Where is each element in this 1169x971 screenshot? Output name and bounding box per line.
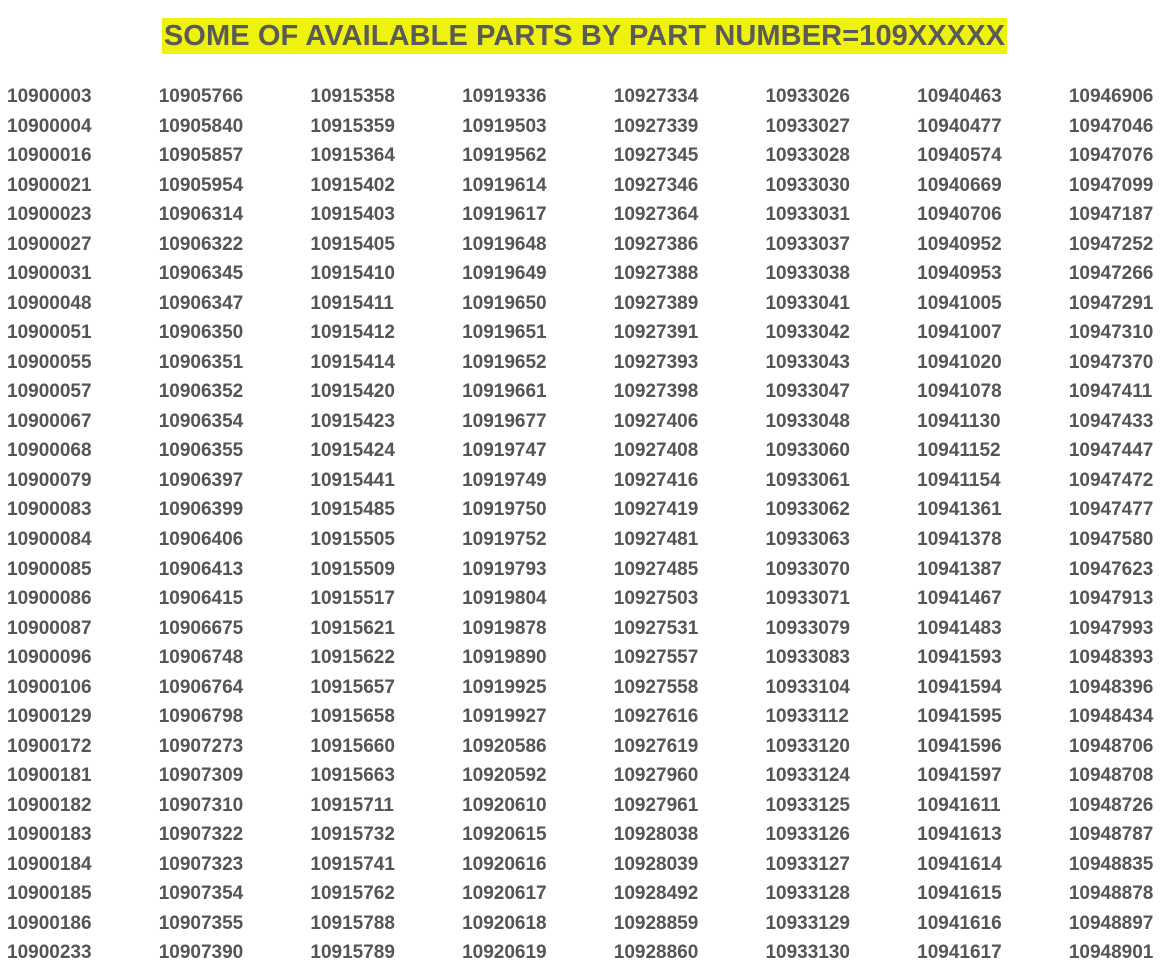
part-number: 10948901 [1068, 942, 1154, 964]
part-number: 10947310 [1068, 322, 1154, 344]
part-number: 10941130 [917, 410, 1001, 432]
part-number: 10933041 [765, 292, 850, 314]
part-number: 10927388 [613, 263, 699, 285]
part-number: 10927481 [613, 528, 699, 550]
part-number: 10933128 [765, 883, 850, 905]
part-number: 10906351 [158, 351, 244, 373]
parts-column [310, 85, 462, 971]
part-number: 10900004 [7, 115, 92, 137]
part-number: 10948787 [1068, 824, 1154, 846]
part-number: 10900086 [7, 588, 92, 610]
part-number: 10900096 [7, 647, 92, 669]
part-number: 10933127 [765, 853, 850, 875]
part-number: 10915441 [310, 469, 395, 491]
part-number: 10900021 [7, 174, 92, 196]
part-number: 10919677 [462, 410, 547, 432]
part-number: 10915509 [310, 558, 395, 580]
part-number: 10907322 [158, 824, 244, 846]
part-number: 10928859 [613, 912, 699, 934]
part-number: 10947252 [1068, 233, 1154, 255]
part-number: 10941594 [917, 676, 1002, 698]
part-number: 10941361 [917, 499, 1002, 521]
part-number: 10947099 [1068, 174, 1154, 196]
part-number: 10927334 [613, 86, 699, 107]
part-number: 10920618 [462, 912, 547, 934]
part-number: 10927406 [613, 410, 699, 432]
part-number: 10933112 [765, 706, 849, 728]
part-number: 10900003 [7, 86, 92, 107]
part-number: 10947623 [1068, 558, 1154, 580]
part-number: 10900079 [7, 469, 92, 491]
part-number: 10915403 [310, 204, 395, 226]
part-number: 10915420 [310, 381, 395, 403]
part-number: 10919651 [462, 322, 547, 344]
part-number: 10900027 [7, 233, 92, 255]
part-number: 10900084 [7, 528, 92, 550]
part-number: 10920615 [462, 824, 547, 846]
part-number: 10915424 [310, 440, 395, 462]
part-number: 10919649 [462, 263, 547, 285]
part-number: 10933030 [765, 174, 850, 196]
part-number: 10933043 [765, 351, 850, 373]
part-number: 10948897 [1068, 912, 1154, 934]
part-number: 10927346 [613, 174, 699, 196]
part-number: 10915411 [310, 292, 394, 314]
part-number: 10928038 [613, 824, 699, 846]
part-number: 10905857 [158, 145, 244, 167]
part-number: 10906354 [158, 410, 244, 432]
part-number: 10915711 [310, 794, 394, 816]
part-number: 10915423 [310, 410, 395, 432]
part-number: 10940952 [917, 233, 1002, 255]
part-number: 10900185 [7, 883, 92, 905]
part-number: 10933104 [765, 676, 850, 698]
part-number: 10919562 [462, 145, 547, 167]
parts-column [917, 85, 1069, 971]
part-number: 10900181 [7, 765, 92, 787]
part-number: 10933026 [765, 86, 850, 107]
part-number: 10919661 [462, 381, 547, 403]
part-number: 10940706 [917, 204, 1002, 226]
part-number: 10940953 [917, 263, 1002, 285]
part-number: 10933038 [765, 263, 850, 285]
part-number: 10900129 [7, 706, 92, 728]
part-number: 10947477 [1068, 499, 1154, 521]
part-number: 10920610 [462, 794, 547, 816]
part-number: 10933070 [765, 558, 850, 580]
part-number: 10940477 [917, 115, 1002, 137]
parts-column [765, 85, 917, 971]
part-number: 10900106 [7, 676, 92, 698]
part-number: 10919336 [462, 86, 547, 107]
part-number: 10905840 [158, 115, 244, 137]
part-number: 10927416 [613, 469, 699, 491]
part-number: 10948393 [1068, 647, 1154, 669]
part-number: 10919878 [462, 617, 547, 639]
part-number: 10915359 [310, 115, 395, 137]
part-number: 10946906 [1068, 86, 1154, 107]
part-number: 10941152 [917, 440, 1001, 462]
part-number: 10920586 [462, 735, 547, 757]
parts-column [614, 85, 766, 971]
part-number: 10927419 [613, 499, 699, 521]
part-number: 10948835 [1068, 853, 1154, 875]
part-number: 10941615 [917, 883, 1002, 905]
part-number: 10947433 [1068, 410, 1154, 432]
part-number: 10919793 [462, 558, 547, 580]
part-number: 10919650 [462, 292, 547, 314]
part-number: 10906352 [158, 381, 244, 403]
part-number: 10948726 [1068, 794, 1154, 816]
part-number: 10933126 [765, 824, 850, 846]
parts-column [462, 85, 614, 971]
part-number: 10915789 [310, 942, 395, 964]
part-number: 10927557 [613, 647, 699, 669]
part-number: 10933028 [765, 145, 850, 167]
part-number: 10919648 [462, 233, 547, 255]
part-number: 10920616 [462, 853, 547, 875]
part-number: 10933120 [765, 735, 850, 757]
part-number: 10941020 [917, 351, 1002, 373]
part-number: 10906415 [158, 588, 244, 610]
part-number: 10915660 [310, 735, 395, 757]
part-number: 10915741 [310, 853, 395, 875]
part-number: 10941387 [917, 558, 1002, 580]
part-number: 10915485 [310, 499, 395, 521]
part-number: 10900023 [7, 204, 92, 226]
part-number: 10927485 [613, 558, 699, 580]
part-number: 10915663 [310, 765, 395, 787]
part-number: 10941595 [917, 706, 1002, 728]
part-number: 10906413 [158, 558, 244, 580]
part-number: 10915505 [310, 528, 395, 550]
part-number: 10927503 [613, 588, 699, 610]
part-number: 10948708 [1068, 765, 1154, 787]
part-number: 10947076 [1068, 145, 1154, 167]
part-number: 10919503 [462, 115, 547, 137]
part-number: 10900031 [7, 263, 92, 285]
part-number: 10907310 [158, 794, 244, 816]
part-number: 10915410 [310, 263, 395, 285]
part-number: 10928492 [613, 883, 699, 905]
part-number: 10907390 [158, 942, 244, 964]
page-title: SOME OF AVAILABLE PARTS BY PART NUMBER=109XXXXX [163, 20, 1006, 52]
part-number: 10941007 [917, 322, 1002, 344]
part-number: 10927339 [613, 115, 699, 137]
part-number: 10927345 [613, 145, 699, 167]
part-number: 10948396 [1068, 676, 1154, 698]
part-number: 10915405 [310, 233, 395, 255]
part-number: 10915621 [310, 617, 395, 639]
part-number: 10900183 [7, 824, 92, 846]
part-number: 10915658 [310, 706, 395, 728]
parts-column [7, 85, 159, 971]
part-number: 10933129 [765, 912, 850, 934]
part-number: 10906748 [158, 647, 244, 669]
part-number: 10947266 [1068, 263, 1154, 285]
part-number: 10947370 [1068, 351, 1154, 373]
part-number: 10900087 [7, 617, 92, 639]
part-number: 10927616 [613, 706, 699, 728]
part-number: 10947913 [1068, 588, 1154, 610]
part-number: 10927558 [613, 676, 699, 698]
part-number: 10919927 [462, 706, 547, 728]
part-number: 10919652 [462, 351, 547, 373]
part-number: 10920592 [462, 765, 547, 787]
part-number: 10907273 [158, 735, 244, 757]
part-number: 10906345 [158, 263, 244, 285]
part-number: 10906314 [158, 204, 244, 226]
part-number: 10941078 [917, 381, 1002, 403]
part-number: 10927960 [613, 765, 699, 787]
part-number: 10933031 [765, 204, 850, 226]
part-number: 10941617 [917, 942, 1002, 964]
part-number: 10919749 [462, 469, 547, 491]
title-bar [0, 18, 1169, 54]
part-number: 10915762 [310, 883, 395, 905]
part-number: 10915412 [310, 322, 395, 344]
part-number: 10906399 [158, 499, 244, 521]
part-number: 10928039 [613, 853, 699, 875]
part-number: 10941378 [917, 528, 1002, 550]
part-number: 10906406 [158, 528, 244, 550]
part-number: 10941611 [917, 794, 1001, 816]
part-number: 10907355 [158, 912, 244, 934]
part-number: 10905954 [158, 174, 244, 196]
part-number: 10933042 [765, 322, 850, 344]
part-number: 10919747 [462, 440, 547, 462]
part-number: 10933061 [765, 469, 850, 491]
part-number: 10941154 [917, 469, 1001, 491]
part-number: 10940669 [917, 174, 1002, 196]
part-number: 10906355 [158, 440, 244, 462]
part-number: 10927389 [613, 292, 699, 314]
part-number: 10900016 [7, 145, 92, 167]
parts-column [159, 85, 311, 971]
part-number: 10947046 [1068, 115, 1154, 137]
part-number: 10900186 [7, 912, 92, 934]
part-number: 10927961 [613, 794, 699, 816]
parts-list [7, 85, 1169, 971]
part-number: 10906322 [158, 233, 244, 255]
part-number: 10933071 [765, 588, 850, 610]
part-number: 10941593 [917, 647, 1002, 669]
part-number: 10915657 [310, 676, 395, 698]
part-number: 10900184 [7, 853, 92, 875]
part-number: 10920617 [462, 883, 547, 905]
part-number: 10927393 [613, 351, 699, 373]
part-number: 10941597 [917, 765, 1002, 787]
part-number: 10919614 [462, 174, 547, 196]
part-number: 10919890 [462, 647, 547, 669]
part-number: 10933048 [765, 410, 850, 432]
part-number: 10915402 [310, 174, 395, 196]
part-number: 10915788 [310, 912, 395, 934]
part-number: 10933062 [765, 499, 850, 521]
part-number: 10906764 [158, 676, 244, 698]
part-number: 10941483 [917, 617, 1002, 639]
part-number: 10906397 [158, 469, 244, 491]
part-number: 10947993 [1068, 617, 1154, 639]
part-number: 10907354 [158, 883, 244, 905]
part-number: 10915414 [310, 351, 395, 373]
part-number: 10920619 [462, 942, 547, 964]
part-number: 10947411 [1068, 381, 1153, 403]
part-number: 10919617 [462, 204, 547, 226]
part-number: 10915622 [310, 647, 395, 669]
part-number: 10927391 [613, 322, 699, 344]
part-number: 10900055 [7, 351, 92, 373]
part-number: 10900068 [7, 440, 92, 462]
part-number: 10927619 [613, 735, 699, 757]
part-number: 10928860 [613, 942, 699, 964]
part-number: 10927531 [613, 617, 699, 639]
part-number: 10941613 [917, 824, 1002, 846]
part-number: 10947187 [1068, 204, 1154, 226]
part-number: 10906350 [158, 322, 244, 344]
part-number: 10941616 [917, 912, 1002, 934]
part-number: 10947447 [1068, 440, 1154, 462]
part-number: 10940463 [917, 86, 1002, 107]
part-number: 10933079 [765, 617, 850, 639]
part-number: 10933130 [765, 942, 850, 964]
part-number: 10919804 [462, 588, 547, 610]
part-number: 10948878 [1068, 883, 1154, 905]
part-number: 10900051 [7, 322, 92, 344]
part-number: 10933060 [765, 440, 850, 462]
part-number: 10941614 [917, 853, 1002, 875]
part-number: 10933125 [765, 794, 850, 816]
part-number: 10915358 [310, 86, 395, 107]
part-number: 10900057 [7, 381, 92, 403]
part-number: 10919752 [462, 528, 547, 550]
part-number: 10940574 [917, 145, 1002, 167]
part-number: 10947291 [1068, 292, 1154, 314]
parts-column [1069, 85, 1169, 971]
part-number: 10933083 [765, 647, 850, 669]
part-number: 10906347 [158, 292, 244, 314]
part-number: 10933063 [765, 528, 850, 550]
part-number: 10927386 [613, 233, 699, 255]
part-number: 10915364 [310, 145, 395, 167]
part-number: 10933027 [765, 115, 850, 137]
part-number: 10900182 [7, 794, 92, 816]
part-number: 10900083 [7, 499, 92, 521]
part-number: 10947472 [1068, 469, 1154, 491]
part-number: 10941596 [917, 735, 1002, 757]
part-number: 10933124 [765, 765, 850, 787]
part-number: 10927364 [613, 204, 699, 226]
part-number: 10948706 [1068, 735, 1154, 757]
part-number: 10906798 [158, 706, 244, 728]
part-number: 10900085 [7, 558, 92, 580]
part-number: 10941005 [917, 292, 1002, 314]
part-number: 10947580 [1068, 528, 1154, 550]
part-number: 10907323 [158, 853, 244, 875]
part-number: 10905766 [158, 86, 244, 107]
part-number: 10907309 [158, 765, 244, 787]
part-number: 10933047 [765, 381, 850, 403]
part-number: 10900233 [7, 942, 92, 964]
part-number: 10927408 [613, 440, 699, 462]
part-number: 10919925 [462, 676, 547, 698]
part-number: 10915517 [310, 588, 395, 610]
part-number: 10900067 [7, 410, 92, 432]
part-number: 10915732 [310, 824, 395, 846]
part-number: 10906675 [158, 617, 244, 639]
part-number: 10933037 [765, 233, 850, 255]
part-number: 10919750 [462, 499, 547, 521]
part-number: 10948434 [1068, 706, 1154, 728]
part-number: 10900172 [7, 735, 92, 757]
part-number: 10941467 [917, 588, 1002, 610]
part-number: 10900048 [7, 292, 92, 314]
part-number: 10927398 [613, 381, 699, 403]
